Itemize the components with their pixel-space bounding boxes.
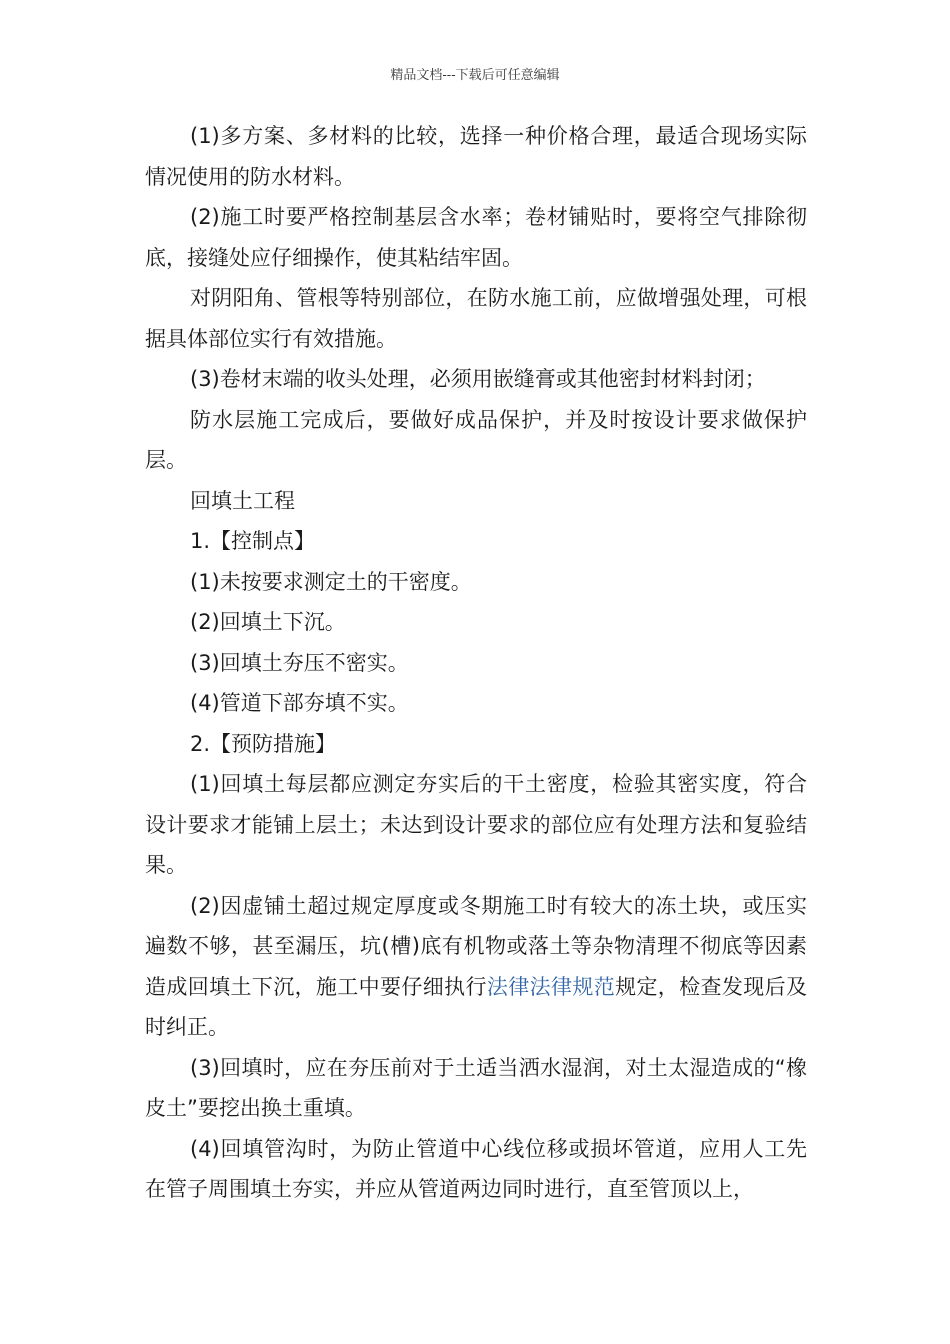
paragraph: (4)回填管沟时，为防止管道中心线位移或损坏管道，应用人工先在管子周围填土夯实，并应从管道两边同时进行，直至管顶以上， (145, 1136, 807, 1201)
paragraph: (2)施工时要严格控制基层含水率；卷材铺贴时，要将空气排除彻底，接缝处应仔细操作，使其粘结牢固。 (145, 205, 807, 270)
list-item: (1)未按要求测定土的干密度。 (190, 569, 472, 594)
paragraph-text: 规定，检查发现后及时纠正。 (145, 974, 808, 1039)
paragraph: (1)回填土每层都应测定夯实后的干土密度，检验其密实度，符合设计要求才能铺上层土；未达到设计要求的部位应有处理方法和复验结果。 (145, 772, 807, 877)
paragraph: (3)卷材末端的收头处理，必须用嵌缝膏或其他密封材料封闭； (190, 367, 766, 391)
paragraph: 防水层施工完成后，要做好成品保护，并及时按设计要求做保护层。 (145, 407, 807, 472)
list-item: (4)管道下部夯填不实。 (190, 691, 409, 715)
paragraph-text: (2)因虚铺土超过规定厚度或冬期施工时有较大的冻土块，或压实遍数不够，甚至漏压，坑(槽)底有机物或落土等杂物清理不彻底等因素造成回填土下沉，施工中要仔细执行 (145, 893, 807, 999)
paragraph (145, 886, 807, 1048)
document-body (145, 116, 807, 1210)
regulation-link[interactable]: 法律法律规范 (486, 974, 616, 999)
list-item: (3)回填土夯压不密实。 (190, 650, 409, 675)
page-header: 精品文档---下载后可任意编辑 (390, 68, 560, 83)
paragraph: 对阴阳角、管根等特别部位，在防水施工前，应做增强处理，可根据具体部位实行有效措施。 (145, 286, 807, 351)
subsection-heading: 2.【预防措施】 (190, 731, 337, 756)
subsection-heading: 1.【控制点】 (190, 529, 316, 553)
paragraph: (1)多方案、多材料的比较，选择一种价格合理，最适合现场实际情况使用的防水材料。 (145, 124, 807, 189)
section-heading: 回填土工程 (190, 488, 295, 513)
list-item: (2)回填土下沉。 (190, 610, 346, 634)
paragraph: (3)回填时，应在夯压前对于土适当洒水湿润，对土太湿造成的“橡皮土”要挖出换土重填。 (145, 1055, 807, 1120)
